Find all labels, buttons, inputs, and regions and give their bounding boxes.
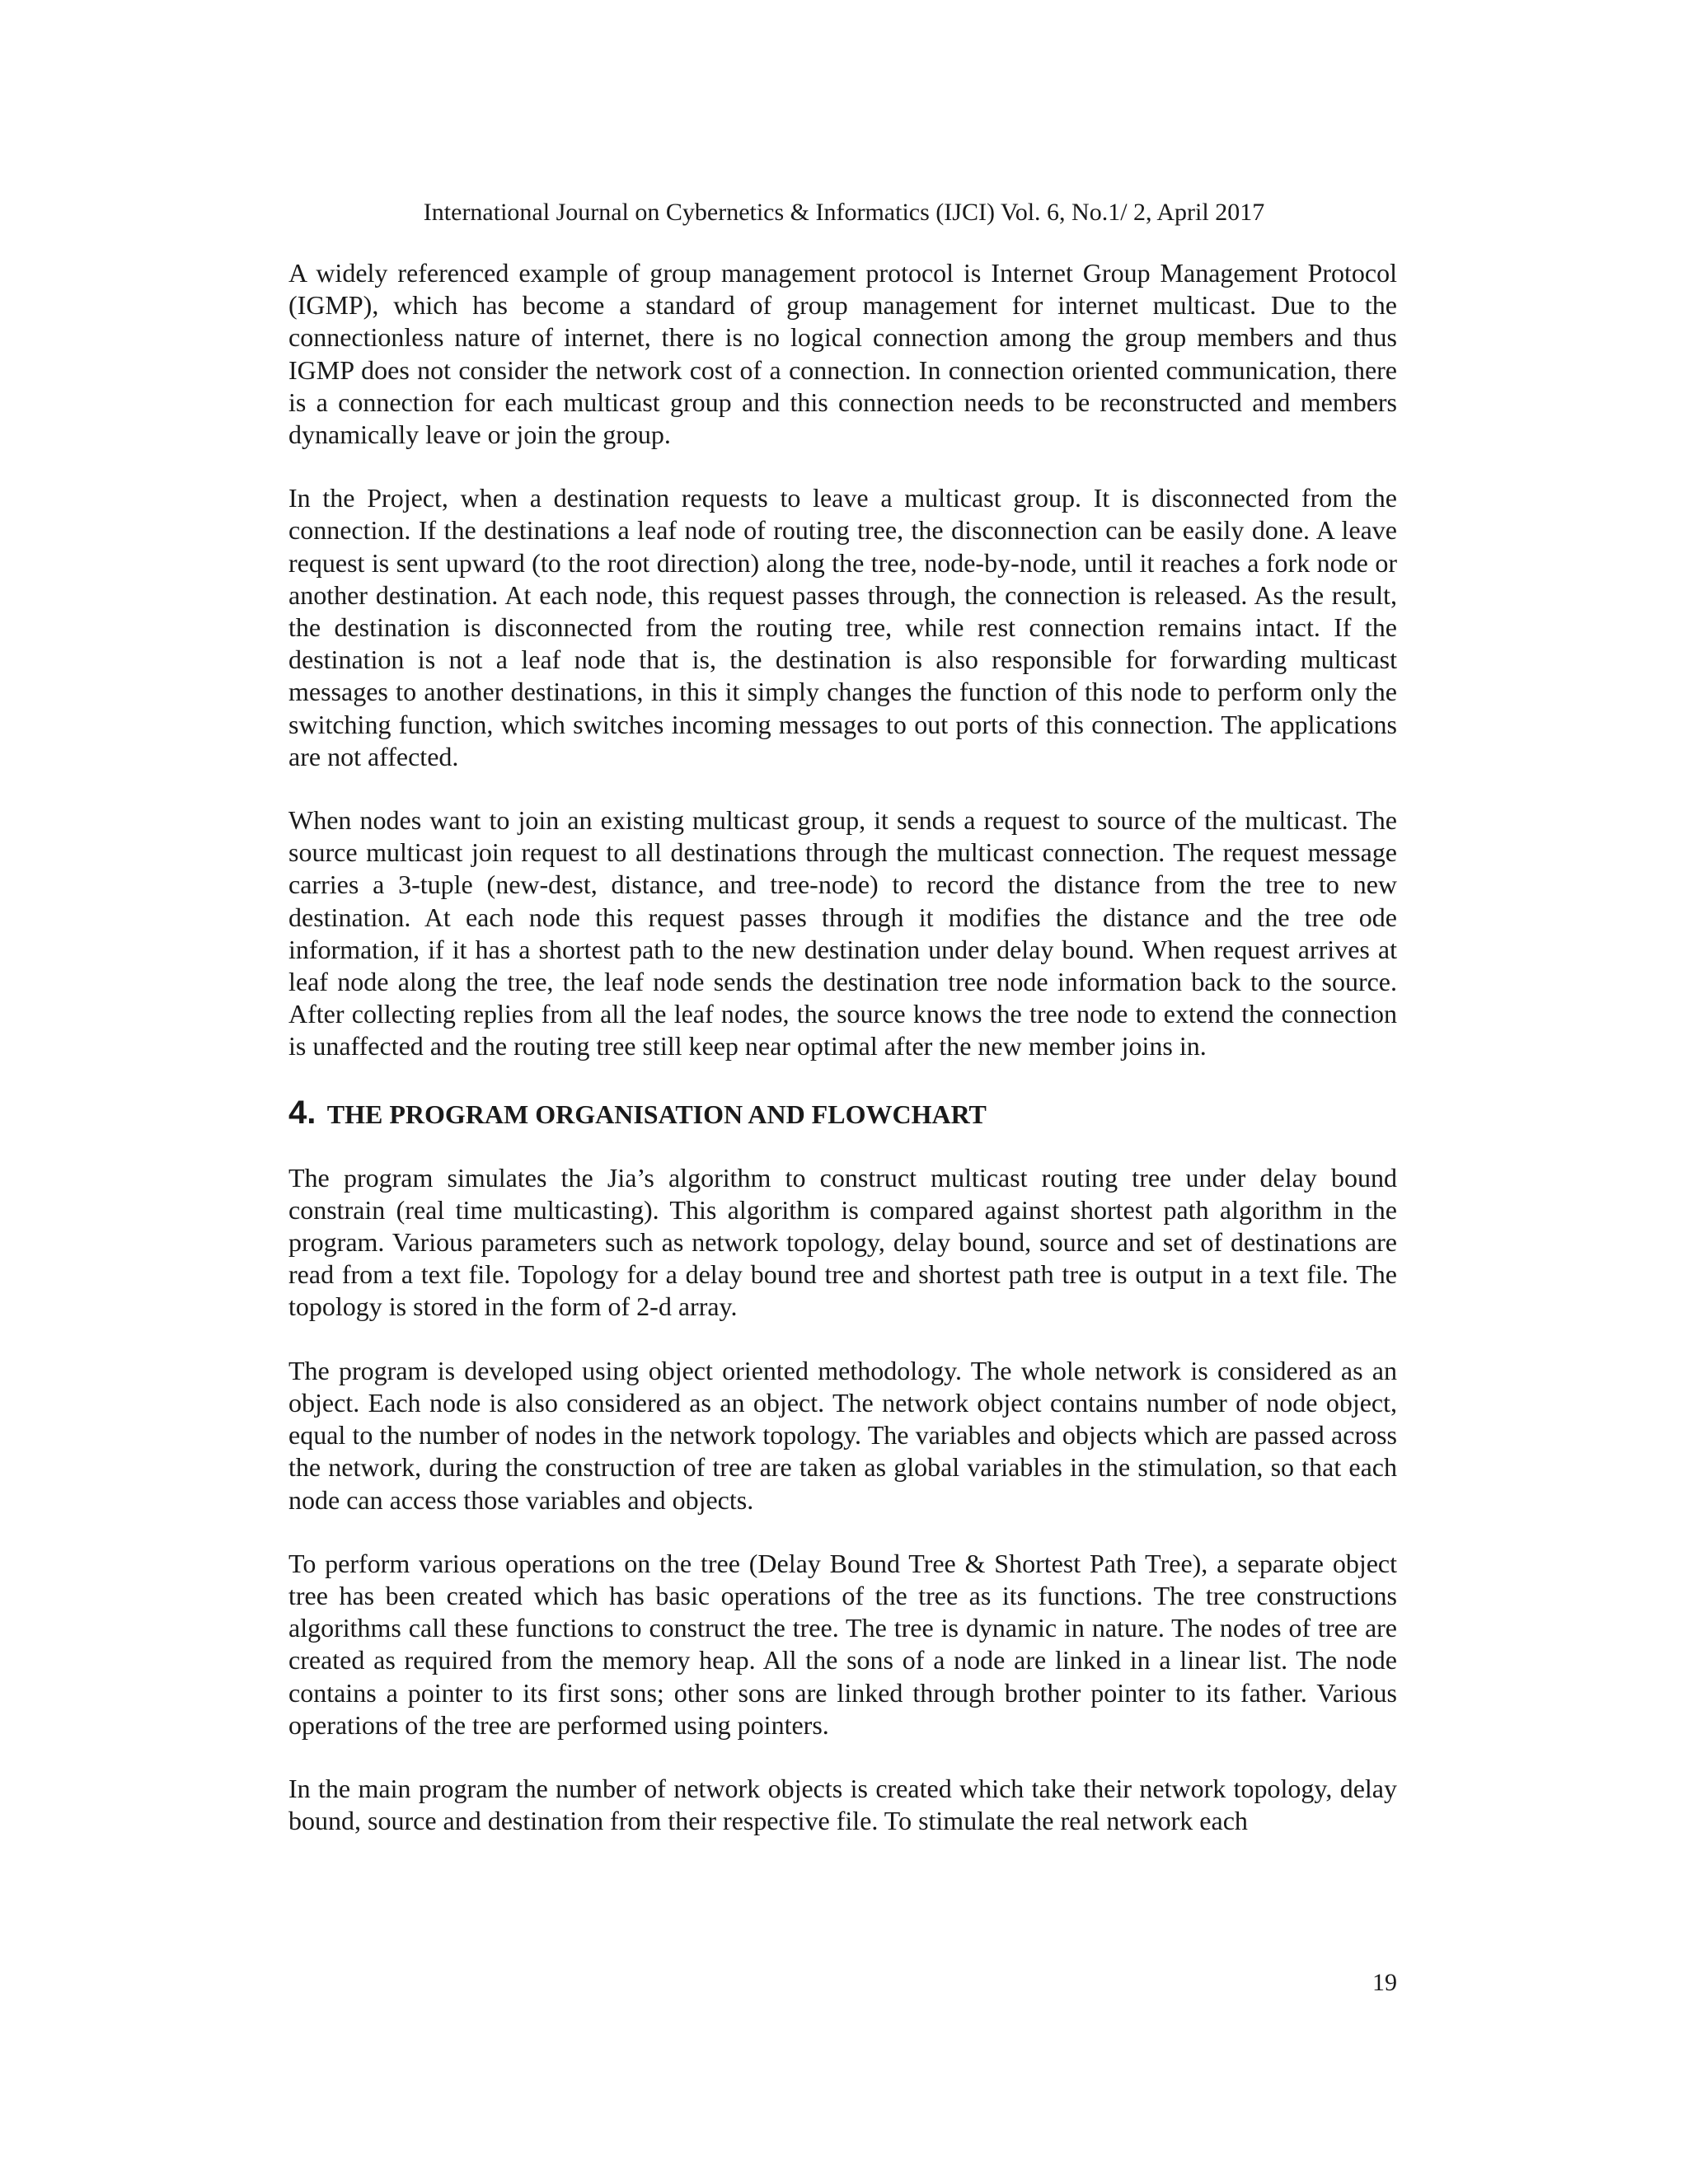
section-number: 4.	[288, 1094, 316, 1131]
running-header: International Journal on Cybernetics & Informatics (IJCI) Vol. 6, No.1/ 2, April 2017	[423, 199, 1265, 226]
section-heading	[288, 1094, 1397, 1132]
section-title: THE PROGRAM ORGANISATION AND FLOWCHART	[326, 1099, 987, 1129]
paragraph-main-program: In the main program the number of network objects is created which take their network topology, delay bound, source and destination from their respective file. To stimulate the real network each	[288, 1773, 1397, 1836]
paragraph-igmp: A widely referenced example of group management protocol is Internet Group Management Protocol (IGMP), which has become a standard of group management for internet multicast. Due to the connectionless nature of internet, there is no logical connection among the group members and thus IGMP does not consider the network cost of a connection. In connection oriented communication, there is a connection for each multicast group and this connection needs to be reconstructed and members dynamically leave or join the group.	[288, 258, 1397, 450]
page-body	[288, 257, 1397, 1868]
page-number: 19	[1372, 1969, 1397, 1996]
paragraph-program-simulation: The program simulates the Jia’s algorithm to construct multicast routing tree under delay bound constrain (real time multicasting). This algorithm is compared against shortest path algorithm in the program. Various parameters such as network topology, delay bound, source and set of destinations are read from a text file. Topology for a delay bound tree and shortest path tree is output in a text file. The topology is stored in the form of 2-d array.	[288, 1162, 1397, 1322]
paragraph-join-request: When nodes want to join an existing multicast group, it sends a request to source of the multicast. The source multicast join request to all destinations through the multicast connection. The request message carries a 3-tuple (new-dest, distance, and tree-node) to record the distance from the tree to new destination. At each node this request passes through it modifies the distance and the tree ode information, if it has a shortest path to the new destination under delay bound. When request arrives at leaf node along the tree, the leaf node sends the destination tree node information back to the source. After collecting replies from all the leaf nodes, the source knows the tree node to extend the connection is unaffected and the routing tree still keep near optimal after the new member joins in.	[288, 805, 1397, 1062]
paragraph-object-oriented: The program is developed using object oriented methodology. The whole network is considered as an object. Each node is also considered as an object. The network object contains number of node object, equal to the number of nodes in the network topology. The variables and objects which are passed across the network, during the construction of tree are taken as global variables in the stimulation, so that each node can access those variables and objects.	[288, 1355, 1397, 1515]
paragraph-leave-request: In the Project, when a destination requests to leave a multicast group. It is disconnected from the connection. If the destinations a leaf node of routing tree, the disconnection can be easily done. A leave request is sent upward (to the root direction) along the tree, node-by-node, until it reaches a fork node or another destination. At each node, this request passes through, the connection is released. As the result, the destination is disconnected from the routing tree, while rest connection remains intact. If the destination is not a leaf node that is, the destination is also responsible for forwarding multicast messages to another destinations, in this it simply changes the function of this node to perform only the switching function, which switches incoming messages to out ports of this connection. The applications are not affected.	[288, 483, 1397, 771]
paragraph-tree-operations: To perform various operations on the tree (Delay Bound Tree & Shortest Path Tree), a separate object tree has been created which has basic operations of the tree as its functions. The tree constructions algorithms call these functions to construct the tree. The tree is dynamic in nature. The nodes of tree are created as required from the memory heap. All the sons of a node are linked in a linear list. The node contains a pointer to its first sons; other sons are linked through brother pointer to its father. Various operations of the tree are performed using pointers.	[288, 1548, 1397, 1740]
